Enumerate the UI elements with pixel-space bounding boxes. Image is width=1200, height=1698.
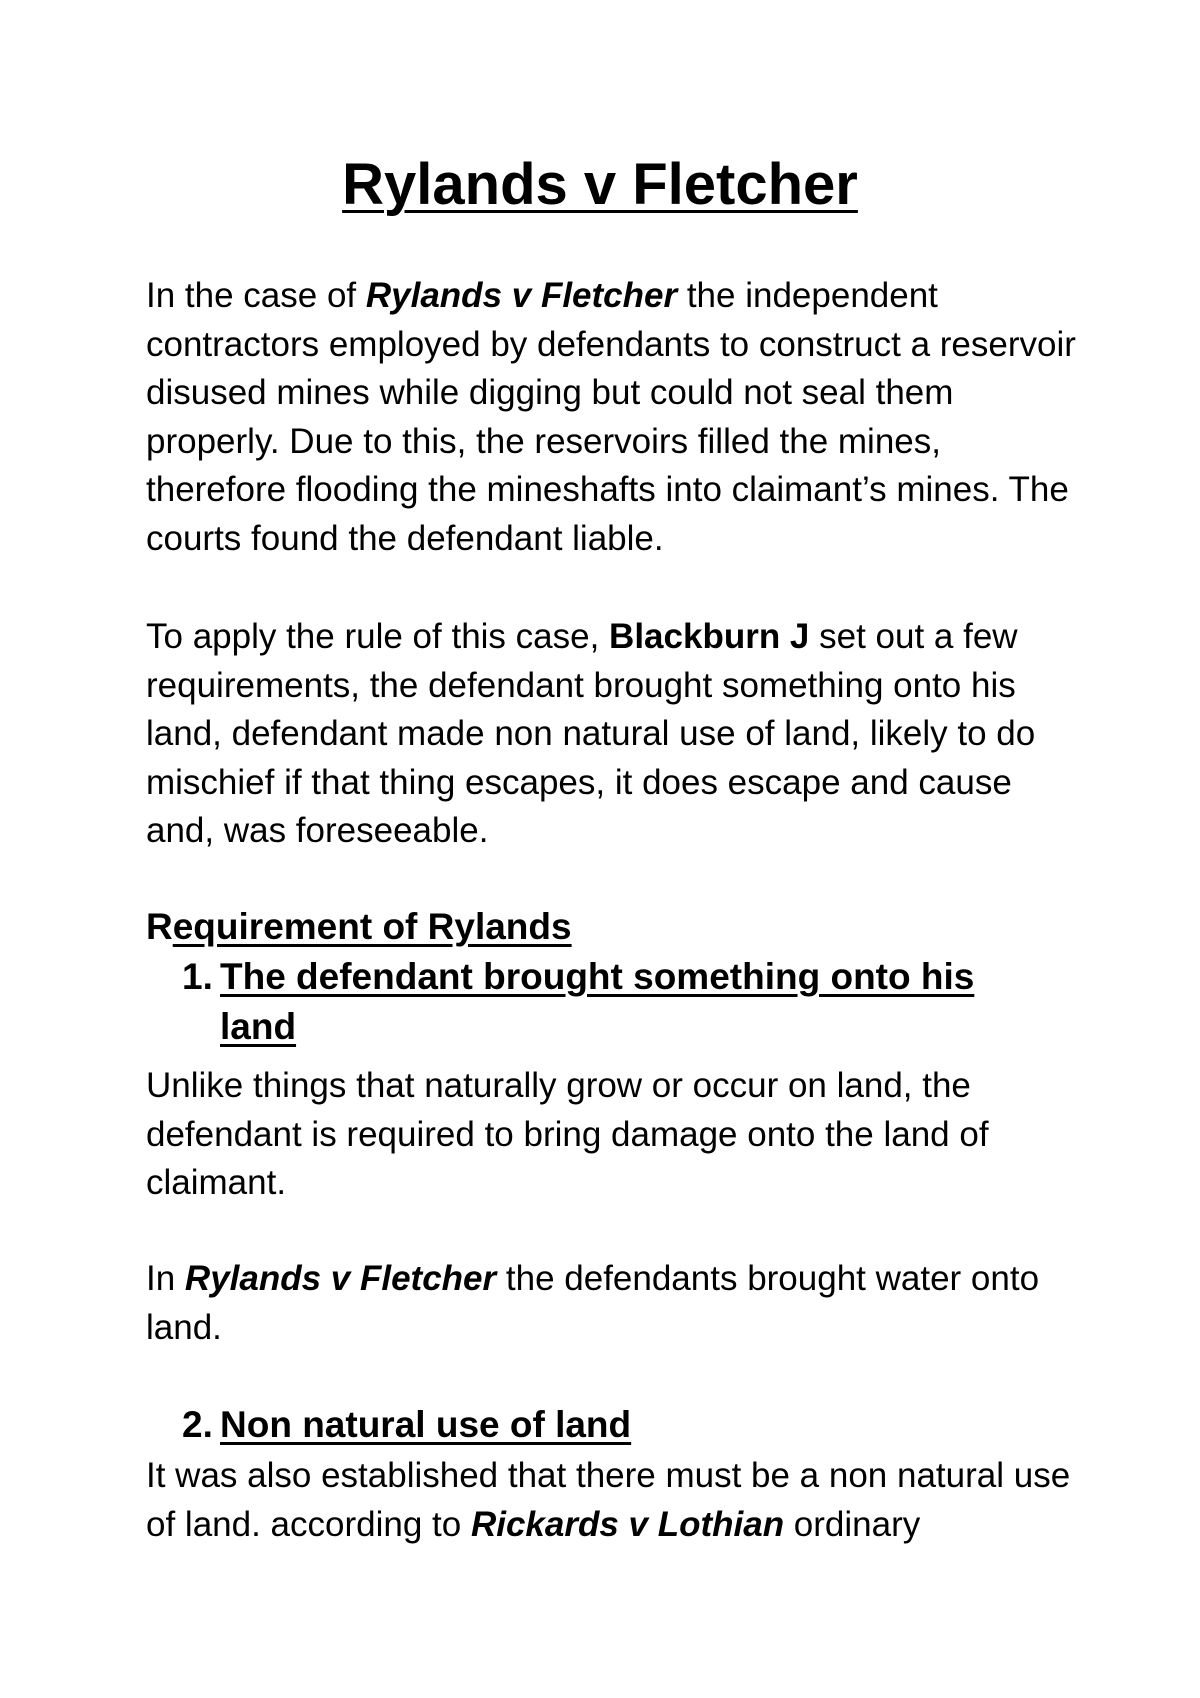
rule-paragraph	[146, 613, 1086, 856]
example-rest: the defendants brought water onto land.	[146, 1259, 1040, 1347]
rule-prefix: To apply the rule of this case,	[146, 617, 610, 656]
example-paragraph	[146, 1255, 1086, 1352]
rule-rest: set out a few requirements, the defendant brought something onto his land, defendant made non natural use of land, likely to do mischief if that thing escapes, it does escape and cause and, was foreseeable.	[146, 617, 1036, 850]
req2-rest: ordinary	[784, 1504, 921, 1544]
req2-prefix: It was also established that there must be a non natural use of land. according to	[146, 1456, 1071, 1544]
requirement-2-number: 2.	[182, 1404, 213, 1445]
judge-name: Blackburn J	[609, 617, 810, 656]
requirement-2-heading	[182, 1400, 1082, 1450]
requirement-1-line1: The defendant brought something onto his	[220, 956, 975, 997]
case-name-rickards: Rickards v Lothian	[470, 1504, 785, 1544]
requirement-1-line2: land	[220, 1006, 297, 1047]
intro-prefix: In the case of	[146, 276, 366, 315]
requirement-1-heading	[182, 952, 1082, 1052]
page-title: Rylands v Fletcher	[342, 152, 858, 217]
requirement-2-paragraph	[146, 1452, 1086, 1549]
requirement-1-paragraph: Unlike things that naturally grow or occur on land, the defendant is required to bring damage onto the land of claimant.	[146, 1066, 989, 1202]
example-prefix: In	[146, 1259, 185, 1298]
intro-rest: the independent contractors employed by defendants to construct a reservoir disused mines while digging but could not seal them properly. Due to this, the reservoirs filled the mines, therefore flooding the mineshafts into claimant’s mines. The courts found the defendant liable.	[146, 276, 1076, 558]
case-name-rylands-2: Rylands v Fletcher	[184, 1259, 497, 1298]
requirement-1-number: 1.	[182, 956, 213, 997]
section-heading-initial: R	[146, 906, 173, 947]
intro-paragraph	[146, 272, 1086, 563]
case-name-rylands: Rylands v Fletcher	[365, 276, 678, 315]
section-heading	[146, 902, 1086, 952]
section-heading-rest: equirement of Rylands	[172, 906, 572, 947]
requirement-2-text: Non natural use of land	[220, 1404, 632, 1445]
